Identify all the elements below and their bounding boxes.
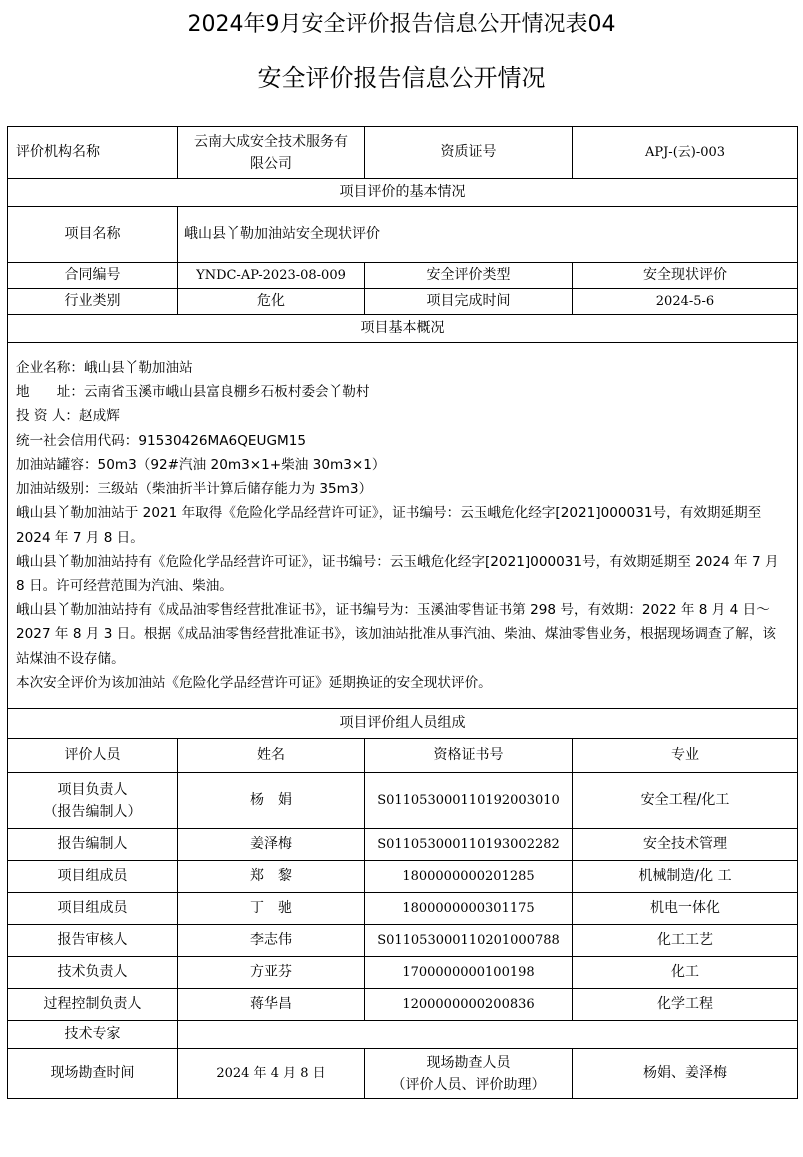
- member-cert: S011053000110193002282: [365, 829, 573, 861]
- table-row: [8, 989, 798, 1021]
- member-major: 安全工程/化工: [573, 773, 798, 829]
- member-role: 项目负责人 （报告编制人）: [8, 773, 178, 829]
- overview-line: 投 资 人：赵成辉: [16, 408, 120, 425]
- member-cert: 1700000000100198: [365, 957, 573, 989]
- org-label: 评价机构名称: [8, 127, 178, 179]
- table-row: [8, 893, 798, 925]
- table-row: [8, 861, 798, 893]
- project-name-label: 项目名称: [8, 207, 178, 263]
- team-section-title: 项目评价组人员组成: [8, 709, 798, 739]
- member-role: 项目组成员: [8, 861, 178, 893]
- table-row: [8, 773, 798, 829]
- member-major: 化工: [573, 957, 798, 989]
- info-table: [7, 126, 798, 1099]
- site-staff: 杨娟、姜泽梅: [573, 1049, 798, 1099]
- member-role: 技术负责人: [8, 957, 178, 989]
- site-time: 2024 年 4 月 8 日: [178, 1049, 365, 1099]
- site-staff-label: [365, 1049, 573, 1099]
- overview-section-title: 项目基本概况: [8, 315, 798, 343]
- member-major: 化学工程: [573, 989, 798, 1021]
- document-subtitle: 安全评价报告信息公开情况: [257, 64, 546, 92]
- eval-type-label: 安全评价类型: [365, 263, 573, 289]
- member-role: 项目组成员: [8, 893, 178, 925]
- team-header-cert: 资格证书号: [365, 739, 573, 773]
- member-role: 过程控制负责人: [8, 989, 178, 1021]
- member-major: 安全技术管理: [573, 829, 798, 861]
- expert-label: 技术专家: [8, 1021, 178, 1049]
- overview-line: 加油站罐容：50m3（92#汽油 20m3×1+柴油 30m3×1）: [16, 456, 386, 473]
- basic-section-title: 项目评价的基本情况: [8, 179, 798, 207]
- contract-label: 合同编号: [8, 263, 178, 289]
- overview-line: 地 址：云南省玉溪市峨山县富良棚乡石板村委会丫勒村: [16, 384, 370, 401]
- document-title: 2024年9月安全评价报告信息公开情况表04: [187, 12, 616, 37]
- member-name: 方亚芬: [178, 957, 365, 989]
- contract-number: YNDC-AP-2023-08-009: [178, 263, 365, 289]
- site-staff-label-line2: （评价人员、评价助理）: [391, 1076, 546, 1093]
- table-row: [8, 925, 798, 957]
- member-name: 李志伟: [178, 925, 365, 957]
- overview-line: 峨山县丫勒加油站于 2021 年取得《危险化学品经营许可证》，证书编号：云玉峨危化经字[2021]000031号，有效期延期至 2024 年 7 月 8 日。: [16, 505, 762, 546]
- cert-label: 资质证号: [365, 127, 573, 179]
- site-staff-label-line1: 现场勘查人员: [426, 1054, 511, 1071]
- site-time-label: 现场勘查时间: [8, 1049, 178, 1099]
- expert-value: [178, 1021, 798, 1049]
- member-cert: 1200000000200836: [365, 989, 573, 1021]
- member-name: 蒋华昌: [178, 989, 365, 1021]
- member-cert: S011053000110201000788: [365, 925, 573, 957]
- overview-line: 本次安全评价为该加油站《危险化学品经营许可证》延期换证的安全现状评价。: [16, 674, 492, 691]
- industry: 危化: [178, 289, 365, 315]
- team-header-role: 评价人员: [8, 739, 178, 773]
- member-role: 报告审核人: [8, 925, 178, 957]
- overview-line: 企业名称：峨山县丫勒加油站: [16, 360, 193, 377]
- member-major: 化工工艺: [573, 925, 798, 957]
- member-cert: 1800000000301175: [365, 893, 573, 925]
- overview-line: 统一社会信用代码：91530426MA6QEUGM15: [16, 432, 307, 449]
- team-header-name: 姓名: [178, 739, 365, 773]
- member-cert: 1800000000201285: [365, 861, 573, 893]
- org-name: 云南大成安全技术服务有限公司: [178, 127, 365, 179]
- member-name: 郑 黎: [178, 861, 365, 893]
- finish-label: 项目完成时间: [365, 289, 573, 315]
- member-cert: S011053000110192003010: [365, 773, 573, 829]
- eval-type: 安全现状评价: [573, 263, 798, 289]
- team-header-major: 专业: [573, 739, 798, 773]
- overview-body: [8, 343, 798, 709]
- overview-line: 加油站级别：三级站（柴油折半计算后储存能力为 35m3）: [16, 481, 373, 498]
- finish-date: 2024-5-6: [573, 289, 798, 315]
- cert-number: APJ-(云)-003: [573, 127, 798, 179]
- industry-label: 行业类别: [8, 289, 178, 315]
- member-name: 姜泽梅: [178, 829, 365, 861]
- table-row: [8, 957, 798, 989]
- member-name: 杨 娟: [178, 773, 365, 829]
- member-major: 机械制造/化 工: [573, 861, 798, 893]
- member-name: 丁 驰: [178, 893, 365, 925]
- project-name: 峨山县丫勒加油站安全现状评价: [178, 207, 798, 263]
- overview-line: 峨山县丫勒加油站持有《危险化学品经营许可证》，证书编号：云玉峨危化经字[2021]000031号，有效期延期至 2024 年 7 月 8 日。许可经营范围为汽油、柴油。: [16, 553, 779, 594]
- member-major: 机电一体化: [573, 893, 798, 925]
- member-role: 报告编制人: [8, 829, 178, 861]
- table-row: [8, 829, 798, 861]
- overview-line: 峨山县丫勒加油站持有《成品油零售经营批准证书》，证书编号为：玉溪油零售证书第 298 号，有效期：2022 年 8 月 4 日～2027 年 8 月 3 日。根据《成品油零售经营批准证书》，该加油站批准从事汽油、柴油、煤油零售业务，根据现场调查了解，该站煤油不设存储。: [16, 602, 776, 667]
